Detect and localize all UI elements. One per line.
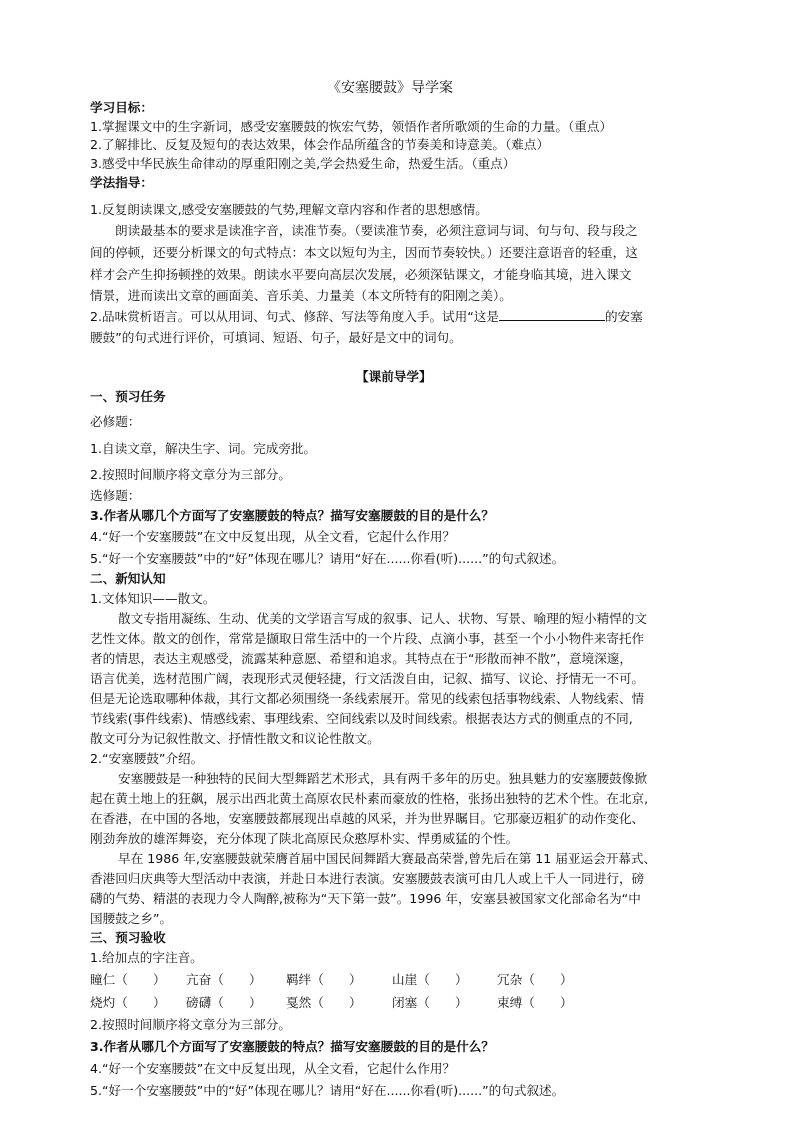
pinyin-item: 磅礴（ ） (186, 995, 262, 1010)
prose-line: 语言优美，选材范围广阔，表现形式灵便轻捷，行文活泼自由，记叙、描写、议论、抒情无一不可。 (90, 671, 645, 686)
optional-item: 3.作者从哪几个方面写了安塞腰鼓的特点？描写安塞腰鼓的目的是什么？ (90, 508, 494, 523)
guidance-heading: 学法指导： (90, 175, 153, 190)
ansai-line: 国腰鼓之乡”。 (90, 911, 173, 926)
prose-line: 者的情思，表达主观感受，流露某种意愿、希望和追求。其特点在于“形散而神不散”，意境深邃， (90, 651, 632, 666)
required-item: 1.自读文章，解决生字、词。完成旁批。 (90, 441, 317, 456)
required-item: 2.按照时间顺序将文章分为三部分。 (90, 467, 291, 482)
guidance-line: 腰鼓”的句式进行评价，可填词、短语、句子，最好是文中的词句。 (90, 330, 462, 345)
check-item: 4.“好一个安塞腰鼓”在文中反复出现，从全文看，它起什么作用？ (90, 1061, 456, 1076)
pinyin-item: 束缚（ ） (497, 995, 573, 1010)
prose-line: 散文专指用凝练、生动、优美的文学语言写成的叙事、记人、状物、写景、喻理的短小精悍的文 (118, 611, 647, 626)
pinyin-item: 山崖（ ） (392, 972, 468, 987)
guidance-line: 样才会产生抑扬顿挫的效果。朗读水平要向高层次发展，必须深钻课文，才能身临其境，进入课文 (90, 267, 632, 282)
section-title: 【课前导学】 (356, 369, 432, 384)
optional-item: 4.“好一个安塞腰鼓”在文中反复出现，从全文看，它起什么作用？ (90, 529, 456, 544)
check-item: 5.“好一个安塞腰鼓”中的“好”体现在哪儿？请用“好在......你看(听)......”的句式叙述。 (90, 1083, 565, 1098)
prose-line: 但是无论选取哪种体裁，其行文都必须围绕一条线索展开。常见的线索包括事物线索、人物线索、情 (90, 691, 645, 706)
ansai-line: 在香港，在中国的各地，安塞腰鼓都展现出卓越的风采，并为世界瞩目。它那豪迈粗犷的动作变化、 (90, 811, 645, 826)
pinyin-item: 闭塞（ ） (392, 995, 468, 1010)
doc-title: 《安塞腰鼓》导学案 (327, 80, 453, 96)
guidance-text: 的安塞 (604, 309, 643, 324)
objectives-heading: 学习目标： (90, 100, 153, 115)
check-item: 3.作者从哪几个方面写了安塞腰鼓的特点？描写安塞腰鼓的目的是什么？ (90, 1039, 494, 1054)
ansai-line: 安塞腰鼓是一种独特的民间大型舞蹈艺术形式，具有两千多年的历史。独具魅力的安塞腰鼓像掀 (118, 771, 647, 786)
prose-line: 艺性文体。散文的创作，常常是撷取日常生活中的一个片段、点滴小事，甚至一个小小物件来寄托作 (90, 631, 645, 646)
check-sub: 1.给加点的字注音。 (90, 950, 203, 965)
prose-line: 散文可分为记叙性散文、抒情性散文和议论性散文。 (90, 731, 380, 746)
guidance-line (90, 308, 643, 325)
pinyin-item: 瞳仁（ ） (90, 972, 166, 987)
objective-item: 3.感受中华民族生命律动的厚重阳刚之美,学会热爱生命，热爱生活。（重点） (90, 156, 516, 171)
ansai-line: 早在 1986 年,安塞腰鼓就荣膺首届中国民间舞蹈大赛最高荣誉,曾先后在第 11 届亚运会开幕式、 (118, 851, 657, 866)
pinyin-item: 亢奋（ ） (186, 972, 262, 987)
ansai-line: 起在黄土地上的狂飙，展示出西北黄土高原农民朴素而豪放的性格，张扬出独特的艺术个性。在北京, (90, 791, 649, 806)
knowledge-sub: 1.文体知识——散文。 (90, 591, 216, 606)
objective-item: 2.了解排比、反复及短句的表达效果，体会作品所蕴含的节奏美和诗意美。（难点） (90, 137, 550, 152)
guidance-line: 情景，进而读出文章的画面美、音乐美、力量美（本文所特有的阳刚之美）。 (90, 288, 512, 303)
pinyin-item: 羁绊（ ） (286, 972, 362, 987)
check-heading: 三、预习验收 (90, 930, 166, 945)
pinyin-item: 烧灼（ ） (90, 995, 166, 1010)
pinyin-item: 戛然（ ） (286, 995, 362, 1010)
optional-item: 5.“好一个安塞腰鼓”中的“好”体现在哪儿？请用“好在......你看(听)......”的句式叙述。 (90, 551, 565, 566)
guidance-line: 朗读最基本的要求是读准字音，读准节奏。（要读准节奏，必须注意词与词、句与句、段与段之 (115, 223, 638, 238)
required-label: 必修题： (90, 414, 141, 429)
guidance-line: 间的停顿，还要分析课文的句式特点：本文以短句为主，因而节奏较快。）还要注意语音的轻重，这 (90, 245, 638, 260)
pinyin-item: 冗杂（ ） (497, 972, 573, 987)
objective-item: 1.掌握课文中的生字新词，感受安塞腰鼓的恢宏气势，领悟作者所歌颂的生命的力量。（重点） (90, 119, 613, 134)
knowledge-heading: 二、新知认知 (90, 571, 166, 586)
check-item: 2.按照时间顺序将文章分为三部分。 (90, 1017, 291, 1032)
prose-line: 节线索(事件线索)、情感线索、事理线索、空间线索以及时间线索。根据表达方式的侧重点的不同, (90, 711, 633, 726)
ansai-line: 刚劲奔放的雄浑舞姿，充分体现了陕北高原民众憨厚朴实、悍勇威猛的个性。 (90, 831, 519, 846)
preview-heading: 一、预习任务 (90, 389, 166, 404)
optional-label: 选修题： (90, 488, 141, 503)
fill-blank[interactable] (499, 308, 605, 321)
guidance-paragraph: 1.反复朗读课文,感受安塞腰鼓的气势,理解文章内容和作者的思想感情。 (90, 202, 488, 217)
knowledge-sub: 2.“安塞腰鼓”介绍。 (90, 751, 204, 766)
ansai-line: 礴的气势、精湛的表现力令人陶醉,被称为“天下第一鼓”。1996 年，安塞县被国家文化部命名为“中 (90, 891, 641, 906)
guidance-text: 2.品味赏析语言。可以从用词、句式、修辞、写法等角度入手。试用“这是 (90, 309, 499, 324)
ansai-line: 香港回归庆典等大型活动中表演，并赴日本进行表演。安塞腰鼓表演可由几人或上千人一同进行，磅 (90, 871, 645, 886)
